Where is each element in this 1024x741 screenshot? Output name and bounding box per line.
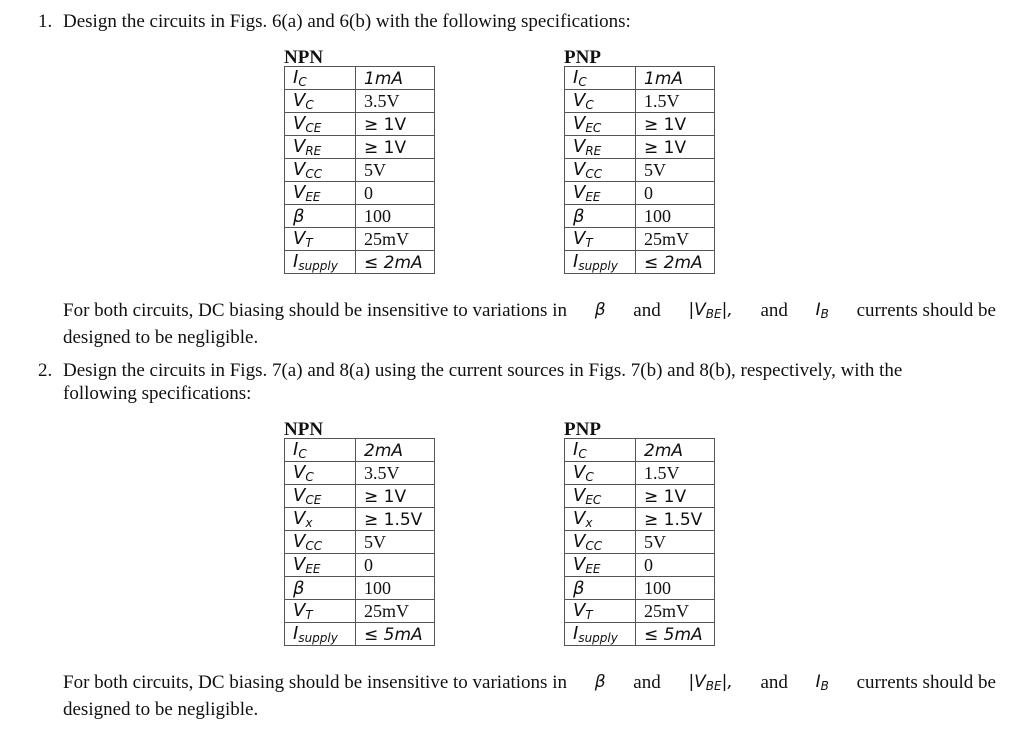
q2-note-ib: $I_B$ bbox=[815, 672, 829, 693]
spec-symbol: $I_{supply}$ bbox=[565, 623, 636, 646]
spec-value: 1.5V bbox=[636, 462, 715, 485]
spec-symbol: $V_T$ bbox=[565, 228, 636, 251]
spec-value: 25mV bbox=[636, 600, 715, 623]
spec-value: 2mA bbox=[356, 439, 435, 462]
spec-row bbox=[285, 439, 435, 462]
spec-symbol: $V_{CC}$ bbox=[285, 531, 356, 554]
spec-row bbox=[285, 228, 435, 251]
q2-pnp-table bbox=[564, 438, 715, 646]
q1-note-part4: currents should be bbox=[856, 300, 996, 321]
q1-pnp-title: PNP bbox=[564, 47, 601, 68]
spec-row bbox=[565, 90, 715, 113]
spec-row bbox=[565, 113, 715, 136]
spec-row bbox=[285, 182, 435, 205]
spec-value: 100 bbox=[356, 577, 435, 600]
spec-symbol: $V_{CC}$ bbox=[565, 531, 636, 554]
spec-symbol: $I_C$ bbox=[565, 67, 636, 90]
spec-value: 25mV bbox=[356, 228, 435, 251]
spec-symbol: $V_T$ bbox=[285, 600, 356, 623]
spec-row bbox=[285, 251, 435, 274]
spec-row bbox=[285, 531, 435, 554]
spec-symbol: $V_{EC}$ bbox=[565, 113, 636, 136]
spec-value: 1mA bbox=[356, 67, 435, 90]
q1-text: Design the circuits in Figs. 6(a) and 6(b) with the following specifications: bbox=[63, 11, 631, 32]
spec-value: ≥ 1V bbox=[356, 485, 435, 508]
q1-note-vbe: $|V_{BE}|$, bbox=[688, 300, 733, 321]
spec-value: 25mV bbox=[636, 228, 715, 251]
spec-row bbox=[565, 485, 715, 508]
spec-value: ≥ 1V bbox=[636, 136, 715, 159]
q2-text-line2: following specifications: bbox=[63, 383, 252, 404]
spec-value: ≤ 5mA bbox=[636, 623, 715, 646]
spec-symbol: $I_{supply}$ bbox=[285, 623, 356, 646]
spec-symbol: $V_{EC}$ bbox=[565, 485, 636, 508]
spec-row bbox=[565, 159, 715, 182]
q2-note-line2: designed to be negligible. bbox=[63, 699, 259, 720]
q1-pnp-table bbox=[564, 66, 715, 274]
spec-row bbox=[285, 90, 435, 113]
spec-row bbox=[285, 67, 435, 90]
spec-symbol: $V_{CC}$ bbox=[565, 159, 636, 182]
spec-row bbox=[285, 159, 435, 182]
q2-note-beta: β bbox=[594, 672, 606, 692]
spec-row bbox=[285, 136, 435, 159]
q1-npn-rows bbox=[285, 67, 435, 274]
spec-symbol: $I_{supply}$ bbox=[565, 251, 636, 274]
q1-note bbox=[63, 299, 996, 349]
spec-value: 100 bbox=[636, 205, 715, 228]
q1-npn-title: NPN bbox=[284, 47, 324, 68]
spec-symbol: $V_{CE}$ bbox=[285, 113, 356, 136]
spec-symbol: $V_x$ bbox=[565, 508, 636, 531]
spec-value: ≥ 1V bbox=[356, 113, 435, 136]
spec-row bbox=[565, 554, 715, 577]
spec-symbol: $I_{supply}$ bbox=[285, 251, 356, 274]
q2-pnp-title: PNP bbox=[564, 419, 601, 440]
spec-value: ≥ 1V bbox=[356, 136, 435, 159]
spec-value: 5V bbox=[356, 159, 435, 182]
q2-number: 2. bbox=[38, 360, 53, 381]
spec-value: 3.5V bbox=[356, 462, 435, 485]
q2-note-vbe: $|V_{BE}|$, bbox=[688, 672, 733, 693]
spec-row bbox=[565, 67, 715, 90]
spec-row bbox=[565, 508, 715, 531]
q2-note-part4: currents should be bbox=[856, 672, 996, 693]
spec-row bbox=[285, 577, 435, 600]
spec-row bbox=[565, 531, 715, 554]
spec-row bbox=[565, 136, 715, 159]
spec-symbol: $V_C$ bbox=[285, 462, 356, 485]
q1-note-ib: $I_B$ bbox=[815, 300, 829, 321]
spec-symbol: β bbox=[285, 205, 356, 228]
spec-symbol: $V_{EE}$ bbox=[565, 554, 636, 577]
q1-note-line1 bbox=[63, 299, 996, 326]
spec-symbol: $V_{EE}$ bbox=[285, 554, 356, 577]
q1-note-beta: β bbox=[594, 300, 606, 320]
spec-row bbox=[285, 508, 435, 531]
spec-symbol: $V_{CE}$ bbox=[285, 485, 356, 508]
spec-row bbox=[285, 554, 435, 577]
q2-note-part1: For both circuits, DC biasing should be insensitive to variations in bbox=[63, 672, 567, 693]
spec-symbol: β bbox=[565, 577, 636, 600]
spec-value: 1.5V bbox=[636, 90, 715, 113]
spec-value: 5V bbox=[636, 531, 715, 554]
spec-symbol: $V_C$ bbox=[565, 90, 636, 113]
q2-pnp-rows bbox=[565, 439, 715, 646]
spec-value: 0 bbox=[636, 182, 715, 205]
spec-value: ≤ 2mA bbox=[636, 251, 715, 274]
spec-row bbox=[565, 205, 715, 228]
spec-value: 2mA bbox=[636, 439, 715, 462]
spec-value: 0 bbox=[356, 554, 435, 577]
spec-value: ≤ 2mA bbox=[356, 251, 435, 274]
spec-row bbox=[565, 228, 715, 251]
spec-symbol: $V_C$ bbox=[565, 462, 636, 485]
q2-npn-rows bbox=[285, 439, 435, 646]
spec-symbol: $V_C$ bbox=[285, 90, 356, 113]
spec-row bbox=[285, 113, 435, 136]
q1-note-part2: and bbox=[633, 300, 661, 321]
q2-npn-table bbox=[284, 438, 435, 646]
spec-row bbox=[565, 600, 715, 623]
spec-symbol: $I_C$ bbox=[285, 67, 356, 90]
spec-row bbox=[565, 623, 715, 646]
spec-symbol: $V_T$ bbox=[565, 600, 636, 623]
q2-note-part3: and bbox=[760, 672, 788, 693]
q2-note bbox=[63, 671, 996, 721]
spec-value: 0 bbox=[356, 182, 435, 205]
q1-note-part1: For both circuits, DC biasing should be insensitive to variations in bbox=[63, 300, 567, 321]
q2-text-line1: Design the circuits in Figs. 7(a) and 8(a) using the current sources in Figs. 7(b) and 8(b), respectively, with the bbox=[63, 360, 903, 381]
q1-note-line2: designed to be negligible. bbox=[63, 327, 259, 348]
spec-value: 0 bbox=[636, 554, 715, 577]
spec-row bbox=[565, 182, 715, 205]
spec-symbol: $V_T$ bbox=[285, 228, 356, 251]
spec-row bbox=[285, 600, 435, 623]
spec-symbol: β bbox=[565, 205, 636, 228]
q1-pnp-rows bbox=[565, 67, 715, 274]
spec-row bbox=[285, 485, 435, 508]
spec-symbol: $I_C$ bbox=[285, 439, 356, 462]
spec-row bbox=[565, 577, 715, 600]
spec-value: 5V bbox=[636, 159, 715, 182]
spec-value: 5V bbox=[356, 531, 435, 554]
q2-note-line1 bbox=[63, 671, 996, 698]
spec-value: ≥ 1.5V bbox=[636, 508, 715, 531]
spec-symbol: $V_{RE}$ bbox=[565, 136, 636, 159]
spec-value: 100 bbox=[636, 577, 715, 600]
spec-row bbox=[565, 251, 715, 274]
q1-npn-table bbox=[284, 66, 435, 274]
spec-value: 3.5V bbox=[356, 90, 435, 113]
spec-symbol: $V_{EE}$ bbox=[285, 182, 356, 205]
spec-value: ≤ 5mA bbox=[356, 623, 435, 646]
spec-value: 25mV bbox=[356, 600, 435, 623]
q2-npn-title: NPN bbox=[284, 419, 324, 440]
spec-symbol: $V_x$ bbox=[285, 508, 356, 531]
spec-row bbox=[565, 439, 715, 462]
q1-note-part3: and bbox=[760, 300, 788, 321]
q1-number: 1. bbox=[38, 11, 53, 32]
q2-note-part2: and bbox=[633, 672, 661, 693]
spec-row bbox=[285, 462, 435, 485]
spec-row bbox=[565, 462, 715, 485]
spec-row bbox=[285, 623, 435, 646]
spec-value: ≥ 1V bbox=[636, 113, 715, 136]
spec-value: ≥ 1.5V bbox=[356, 508, 435, 531]
spec-symbol: $V_{EE}$ bbox=[565, 182, 636, 205]
spec-value: 1mA bbox=[636, 67, 715, 90]
spec-value: 100 bbox=[356, 205, 435, 228]
spec-symbol: $V_{RE}$ bbox=[285, 136, 356, 159]
spec-symbol: $I_C$ bbox=[565, 439, 636, 462]
spec-row bbox=[285, 205, 435, 228]
spec-symbol: $V_{CC}$ bbox=[285, 159, 356, 182]
spec-value: ≥ 1V bbox=[636, 485, 715, 508]
spec-symbol: β bbox=[285, 577, 356, 600]
